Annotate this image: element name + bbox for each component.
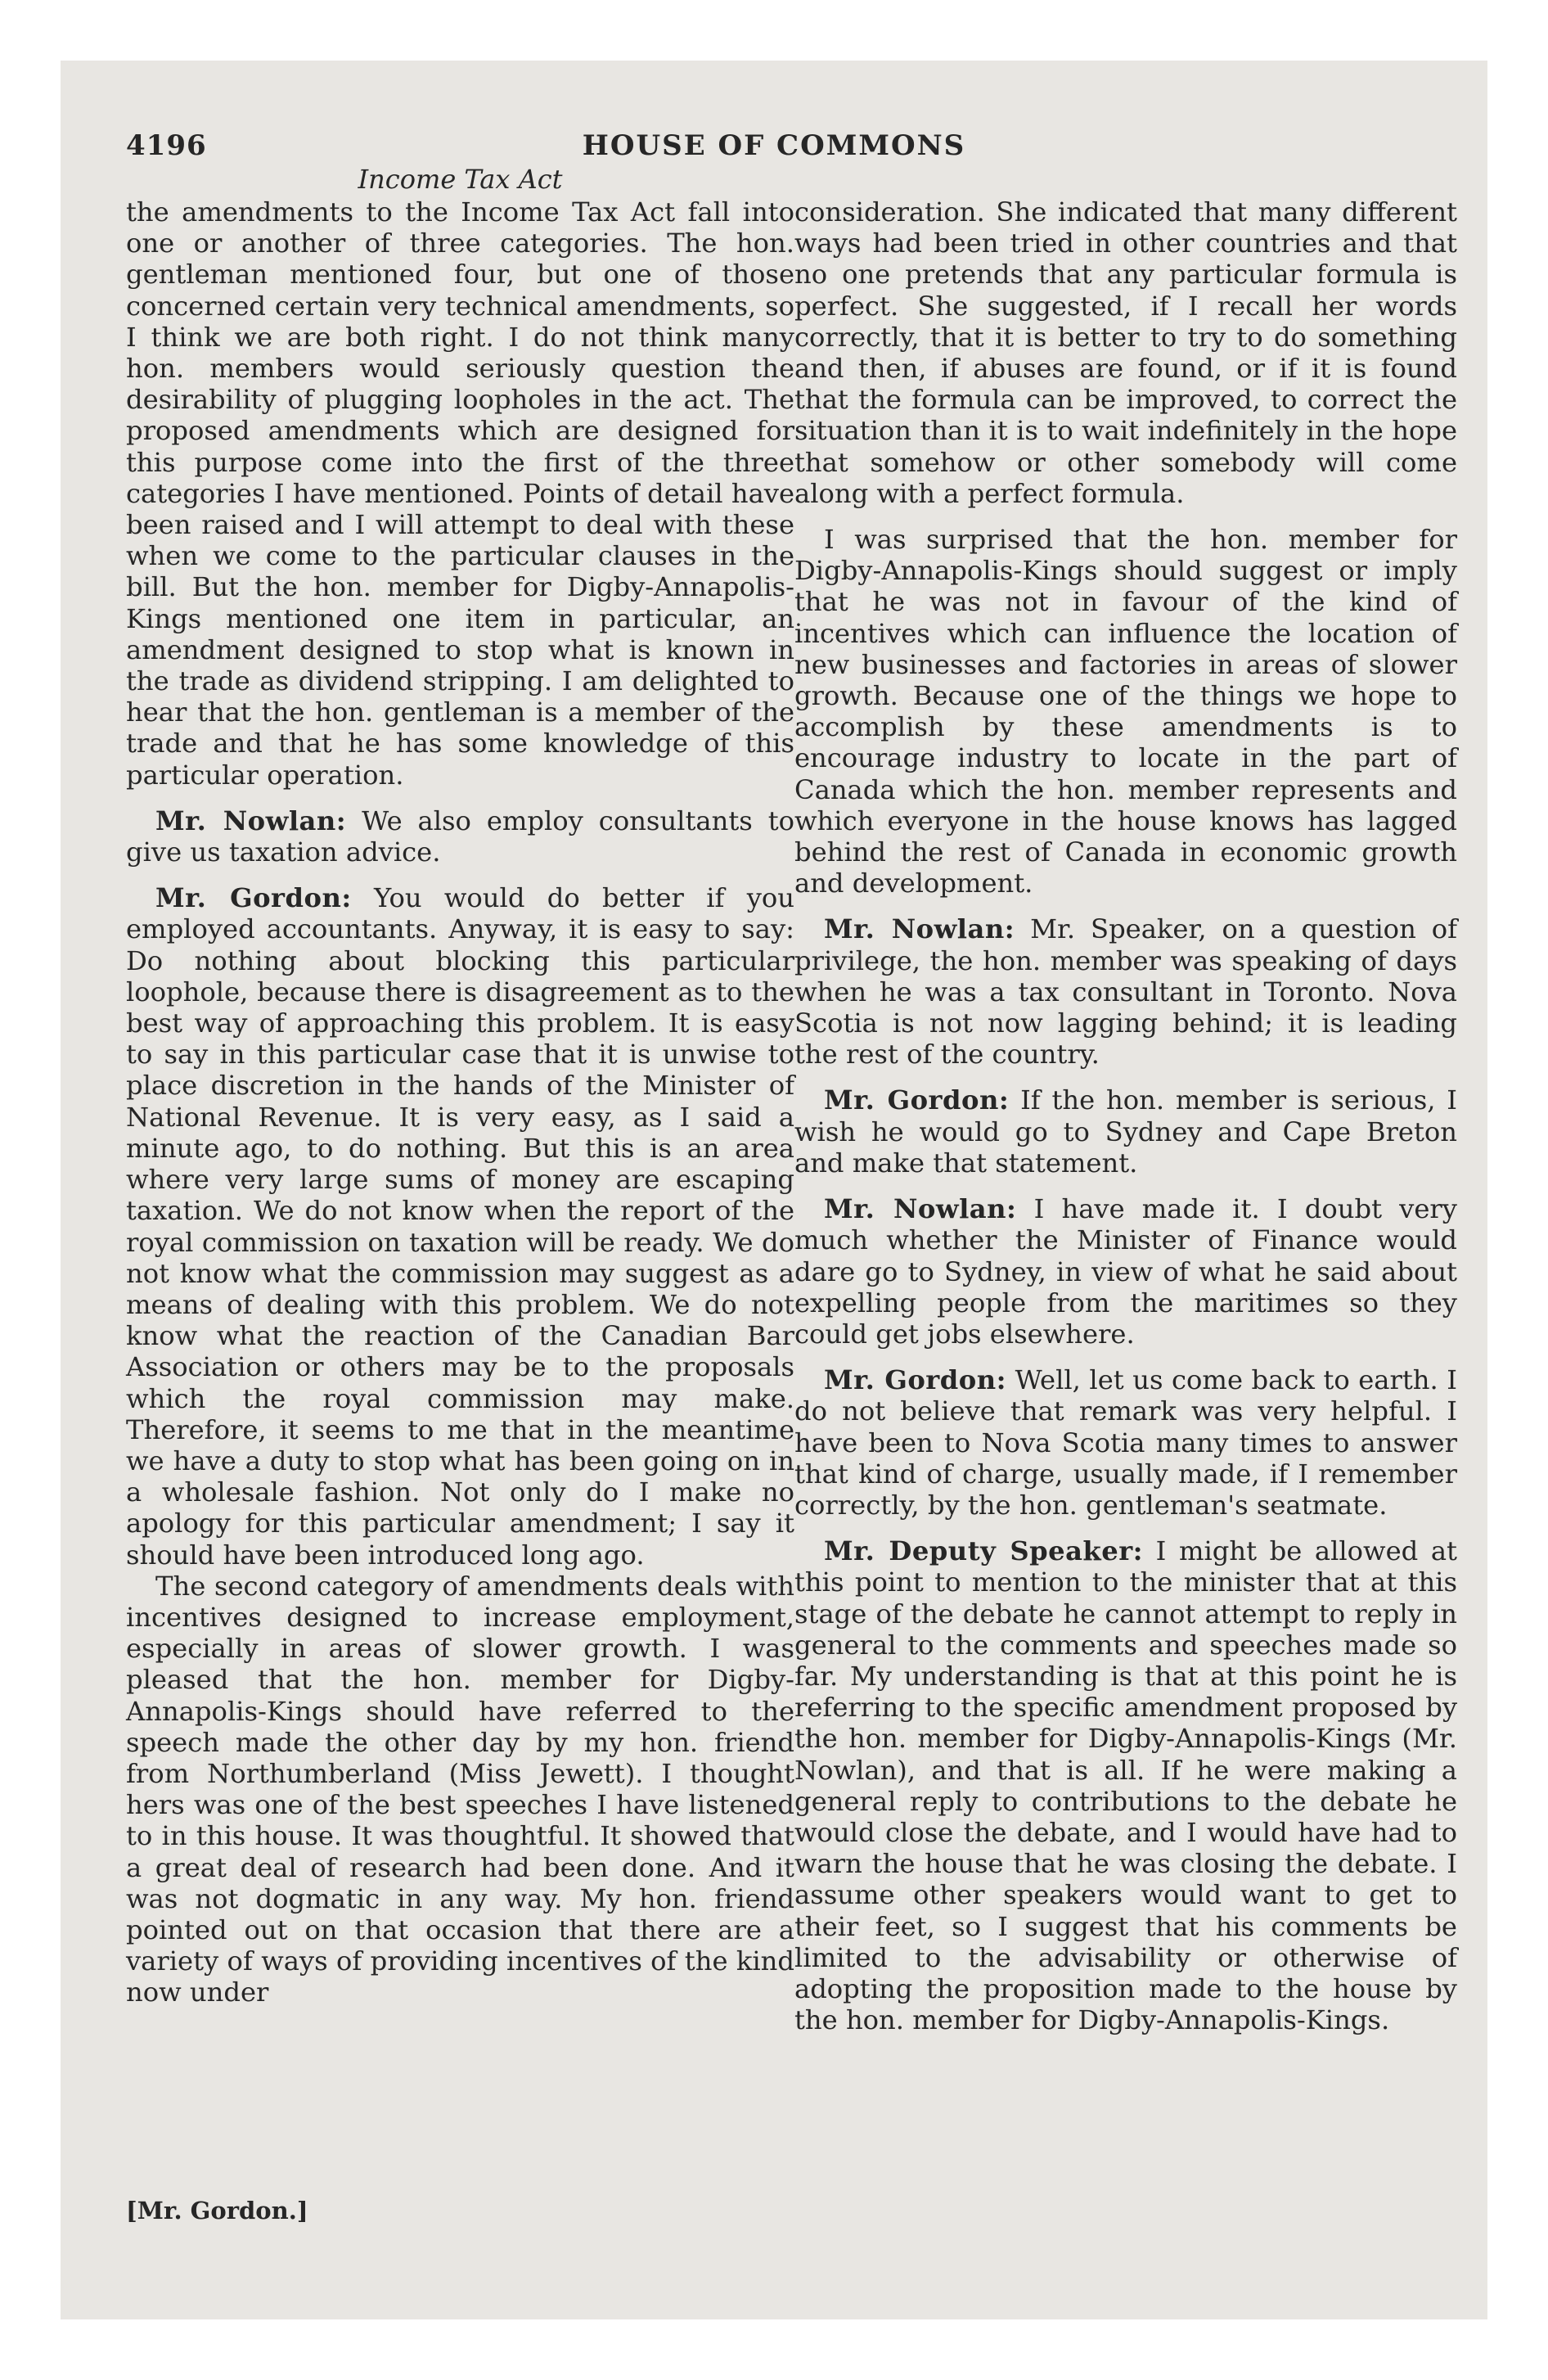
speech-text: We also employ consultants to give us taxation advice. bbox=[126, 805, 795, 868]
speech-paragraph bbox=[794, 1193, 1457, 1350]
speaker-name: Mr. Nowlan: bbox=[824, 913, 1015, 945]
page-number: 4196 bbox=[126, 129, 207, 162]
speech-text: Mr. Speaker, on a question of privilege, the hon. member was speaking of days when he was a tax consultant in Toronto. Nova Scotia is not now lagging behind; it is leading the rest of the country. bbox=[794, 913, 1457, 1071]
speaker-name: Mr. Nowlan: bbox=[824, 1193, 1017, 1225]
speech-text: I have made it. I doubt very much whether the Minister of Finance would dare go to Sydney, in view of what he said about expelling people from the maritimes so they could get jobs elsewhere. bbox=[794, 1193, 1457, 1350]
speech-text: I might be allowed at this point to mention to the minister that at this stage of the debate he cannot attempt to reply in general to the comments and speeches made so far. My understanding is that at this point he is referring to the specific amendment proposed by the hon. member for Digby-Annapolis-Kings (Mr. Nowlan), and that is all. If he were making a general reply to contributions to the debate he would close the debate, and I would have had to warn the house that he was closing the debate. I assume other speakers would want to get to their feet, so I suggest that his comments be limited to the advisability or otherwise of adopting the proposition made to the house by the hon. member for Digby-Annapolis-Kings. bbox=[794, 1535, 1457, 2036]
left-column bbox=[126, 196, 794, 2008]
right-column bbox=[794, 196, 1457, 2035]
speaker-name: Mr. Nowlan: bbox=[155, 805, 347, 836]
speech-paragraph bbox=[794, 1084, 1457, 1179]
paragraph: I was surprised that the hon. member for Digby-Annapolis-Kings should suggest or imply that he was not in favour of the kind of incentives which can influence the location of new businesses and factories in areas of slower growth. Because one of the things we hope to accomplish by these amendments is to encourage industry to locate in the part of Canada which the hon. member represents and which everyone in the house knows has lagged behind the rest of Canada in economic growth and development. bbox=[794, 524, 1457, 899]
paragraph: the amendments to the Income Tax Act fall into one or another of three categories. The hon. gentleman mentioned four, but one of those concerned certain very technical amendments, so I think we are both right. I do not think many hon. members would seriously question the desirability of plugging loopholes in the act. The proposed amendments which are designed for this purpose come into the first of the three categories I have mentioned. Points of detail have been raised and I will attempt to deal with these when we come to the particular clauses in the bill. But the hon. member for Digby-Annapolis-Kings mentioned one item in particular, an amendment designed to stop what is known in the trade as dividend stripping. I am delighted to hear that the hon. gentleman is a member of the trade and that he has some knowledge of this particular operation. bbox=[126, 196, 794, 791]
speaker-name: Mr. Gordon: bbox=[824, 1364, 1007, 1396]
speaker-name: Mr. Gordon: bbox=[155, 882, 352, 914]
speech-paragraph bbox=[794, 1535, 1457, 2035]
speaker-name: Mr. Deputy Speaker: bbox=[824, 1535, 1144, 1567]
paragraph: The second category of amendments deals with incentives designed to increase employment, especially in areas of slower growth. I was pleased that the hon. member for Digby-Annapolis-Kings should have referred to the speech made the other day by my hon. friend from Northumberland (Miss Jewett). I thought hers was one of the best speeches I have listened to in this house. It was thoughtful. It showed that a great deal of research had been done. And it was not dogmatic in any way. My hon. friend pointed out on that occasion that there are a variety of ways of providing incentives of the kind now under bbox=[126, 1570, 794, 2008]
speech-paragraph bbox=[126, 882, 794, 1570]
speech-text: If the hon. member is serious, I wish he would go to Sydney and Cape Breton and make that statement. bbox=[794, 1084, 1458, 1179]
running-head: HOUSE OF COMMONS bbox=[582, 129, 966, 162]
speaker-name: Mr. Gordon: bbox=[824, 1084, 1010, 1116]
speech-paragraph bbox=[794, 913, 1457, 1070]
speech-text: You would do better if you employed accountants. Anyway, it is easy to say: Do nothing about blocking this particular loophole, because there is disagreement as to the best way of approaching this problem. It is easy to say in this particular case that it is unwise to place discretion in the hands of the Minister of National Revenue. It is very easy, as I said a minute ago, to do nothing. But this is an area where very large sums of money are escaping taxation. We do not know when the report of the royal commission on taxation will be ready. We do not know what the commission may suggest as a means of dealing with this problem. We do not know what the reaction of the Canadian Bar Association or others may be to the proposals which the royal commission may make. Therefore, it seems to me that in the meantime we have a duty to stop what has been going on in a wholesale fashion. Not only do I make no apology for this particular amendment; I say it should have been introduced long ago. bbox=[126, 882, 794, 1571]
speech-paragraph bbox=[126, 805, 794, 868]
speech-paragraph bbox=[794, 1364, 1457, 1521]
footer-attribution: [Mr. Gordon.] bbox=[126, 2197, 308, 2224]
speech-text: Well, let us come back to earth. I do not believe that remark was very helpful. I have been to Nova Scotia many times to answer that kind of charge, usually made, if I remember correctly, by the hon. gentleman's seatmate. bbox=[794, 1364, 1458, 1521]
paragraph: consideration. She indicated that many different ways had been tried in other countries and that no one pretends that any particular formula is perfect. She suggested, if I recall her words correctly, that it is better to try to do something and then, if abuses are found, or if it is found that the formula can be improved, to correct the situation than it is to wait indefinitely in the hope that somehow or other somebody will come along with a perfect formula. bbox=[794, 196, 1457, 509]
section-title: Income Tax Act bbox=[358, 164, 563, 195]
